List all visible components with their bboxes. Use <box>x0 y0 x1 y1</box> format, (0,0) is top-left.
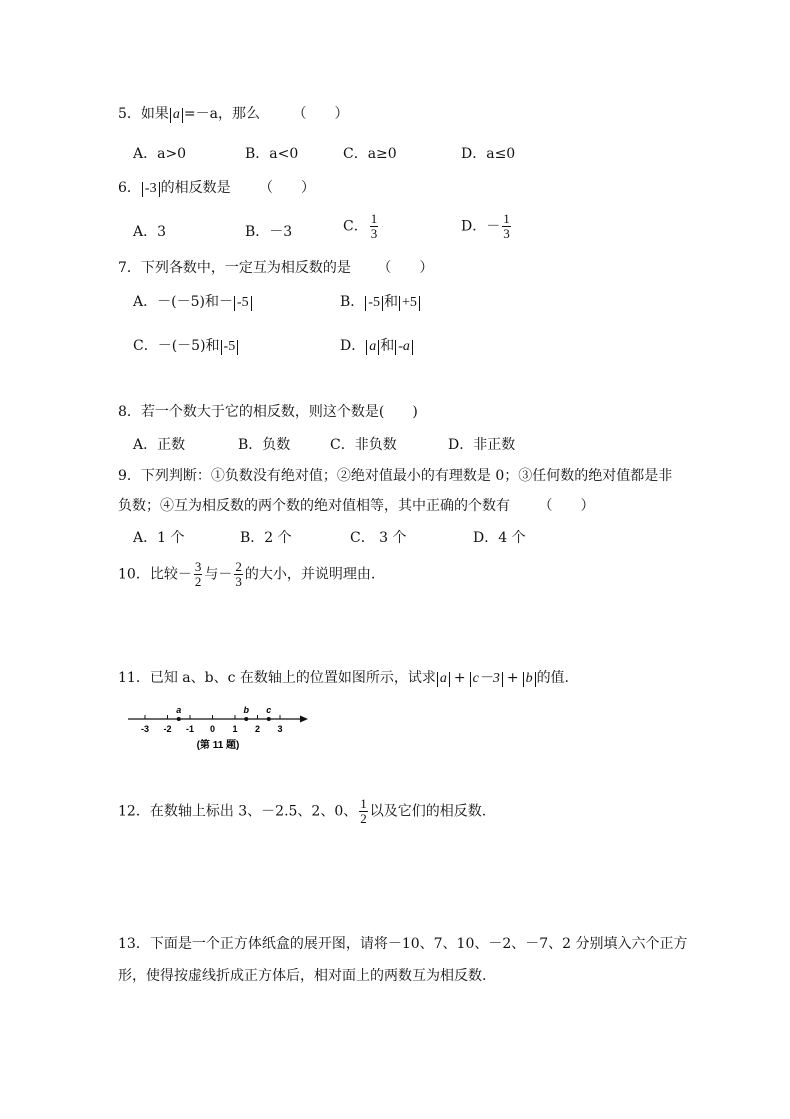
q11-stem <box>118 670 569 687</box>
q10-text-3: 的大小，并说明理由. <box>244 566 376 583</box>
number-line-tick-label: 1 <box>232 724 238 734</box>
q8-option-a: A．正数 <box>133 437 186 453</box>
q13-stem-line1: 13．下面是一个正方体纸盒的展开图，请将－10、7、10、－2、－7、2 分别填入六个正方 <box>118 936 688 952</box>
q7-option-b-abs1: -5 <box>365 296 383 311</box>
axis-arrowhead <box>300 716 308 723</box>
q6-answer-paren: （ ） <box>259 180 316 196</box>
q9-stem-line2 <box>118 498 594 515</box>
q5-condition: =－a，那么 <box>183 106 260 122</box>
q5-option-c: C．a≥0 <box>343 146 397 162</box>
fraction-numerator: 1 <box>370 211 378 226</box>
q6-number: 6． <box>118 180 141 196</box>
q12-text-1: 12．在数轴上标出 3、－2.5、2、0、 <box>118 803 358 820</box>
q6-option-d-label: D．－ <box>461 218 501 235</box>
q5-option-b: B．a<0 <box>245 146 299 162</box>
q5-option-d: D．a≤0 <box>461 146 516 162</box>
q7-option-d-abs1: a <box>366 340 379 355</box>
number-line-tick-label: 2 <box>254 724 261 734</box>
fraction-denominator: 3 <box>370 226 378 242</box>
q9-answer-paren: （ ） <box>538 498 595 514</box>
q11-text-2: 的值. <box>536 670 570 686</box>
q7-option-d <box>340 338 414 355</box>
q11-text-1: 11．已知 a、b、c 在数轴上的位置如图所示，试求 <box>118 670 436 686</box>
q9-option-a: A．1 个 <box>133 530 185 546</box>
q5-abs-a: a <box>170 108 183 123</box>
q6-option-c-fraction <box>370 212 379 242</box>
q11-abs-b: b <box>523 672 536 687</box>
number-line-tick-label: 0 <box>209 724 216 734</box>
number-line-point-b <box>244 717 248 721</box>
number-line-tick-label: -3 <box>140 724 150 734</box>
q11-plus-1: + <box>453 670 466 686</box>
q7-option-b-text: B． <box>340 294 365 310</box>
fraction-denominator: 3 <box>235 574 242 590</box>
q9-option-d: D．4 个 <box>473 530 526 546</box>
q6-stem <box>118 180 315 197</box>
q7-option-a <box>133 294 253 311</box>
q7-stem <box>118 260 433 277</box>
q8-option-b: B．负数 <box>238 437 291 453</box>
fraction-numerator: 3 <box>194 559 202 574</box>
q7-option-a-text: A．－(－5)和－ <box>133 294 233 310</box>
number-line-point-c <box>267 717 271 721</box>
q6-option-d <box>461 212 513 242</box>
q13-stem-line2: 形，使得按虚线折成正方体后，相对面上的两数互为相反数. <box>118 968 487 984</box>
q6-option-a: A．3 <box>133 224 167 240</box>
q12-fraction <box>359 797 368 827</box>
fraction-denominator: 2 <box>194 574 202 590</box>
q7-option-d-and: 和 <box>380 338 395 354</box>
q11-abs-c-minus-3: c－3 <box>470 672 503 687</box>
q10-fraction-1 <box>194 560 203 590</box>
number-line-tick-label: -2 <box>163 724 172 734</box>
q6-abs-neg3: -3 <box>142 182 160 197</box>
q7-answer-paren: （ ） <box>377 260 434 276</box>
q6-option-c <box>343 212 380 242</box>
number-line-tick-label: 3 <box>277 724 283 734</box>
fraction-denominator: 2 <box>360 811 367 827</box>
q10-stem <box>118 560 375 590</box>
q12-text-2: 以及它们的相反数. <box>369 803 487 820</box>
q9-option-b: B．2 个 <box>240 530 292 546</box>
q7-option-c-text: C．－(－5)和 <box>133 338 220 354</box>
q10-fraction-2 <box>234 560 243 590</box>
q12-stem <box>118 797 486 827</box>
q7-option-b-and: 和 <box>383 294 398 310</box>
number-line-point-a <box>177 717 181 721</box>
fraction-denominator: 3 <box>503 226 510 242</box>
q11-abs-a: a <box>437 672 450 687</box>
q6-text: 的相反数是 <box>160 180 231 196</box>
figure-caption: (第 11 题) <box>196 740 240 751</box>
q8-stem: 8．若一个数大于它的相反数，则这个数是( ) <box>118 404 418 420</box>
q11-plus-2: + <box>506 670 519 686</box>
q7-option-c <box>133 338 239 355</box>
q7-text: 7．下列各数中，一定互为相反数的是 <box>118 260 351 276</box>
q9-stem-line1: 9．下列判断：①负数没有绝对值；②绝对值最小的有理数是 0；③任何数的绝对值都是非 <box>118 468 673 484</box>
q5-stem <box>118 106 348 123</box>
q6-option-b: B．－3 <box>245 224 293 240</box>
q7-option-c-abs: -5 <box>221 340 239 355</box>
q5-option-a: A．a>0 <box>133 146 187 162</box>
q7-option-b <box>340 294 421 311</box>
number-line-tick-label: -1 <box>185 724 195 734</box>
q7-option-d-text: D． <box>340 338 366 354</box>
number-line-point-label: b <box>243 705 249 715</box>
fraction-numerator: 1 <box>360 796 367 811</box>
q5-answer-paren: （ ） <box>292 106 349 122</box>
q10-text-1: 10．比较－ <box>118 566 192 583</box>
number-line-point-label: a <box>176 705 182 715</box>
q9-stem-line2-text: 负数；④互为相反数的两个数的绝对值相等，其中正确的个数有 <box>118 498 510 514</box>
q11-number-line-figure <box>122 702 322 752</box>
q6-option-d-fraction <box>502 212 511 242</box>
q5-number: 5．如果 <box>118 106 169 122</box>
q9-option-c: C． 3 个 <box>350 530 407 546</box>
q8-option-c: C．非负数 <box>330 437 397 453</box>
fraction-numerator: 1 <box>503 211 510 226</box>
fraction-numerator: 2 <box>235 559 242 574</box>
q6-option-c-label: C． <box>343 218 368 235</box>
q7-option-b-abs2: +5 <box>399 296 420 311</box>
number-line-point-label: c <box>266 705 272 715</box>
q7-option-a-abs: -5 <box>234 296 252 311</box>
q8-option-d: D．非正数 <box>448 437 516 453</box>
q7-option-d-abs2: -a <box>395 340 413 355</box>
q10-text-2: 与－ <box>204 566 233 583</box>
